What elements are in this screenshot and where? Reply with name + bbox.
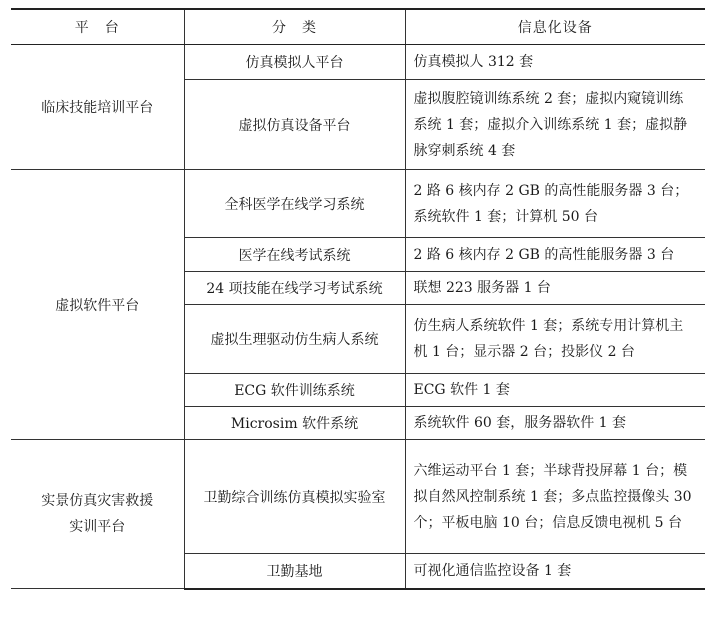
equipment-cell: 仿生病人系统软件 1 套；系统专用计算机主机 1 台；显示器 2 台；投影仪 2 台 — [405, 305, 705, 374]
equipment-cell: 仿真模拟人 312 套 — [405, 45, 705, 80]
category-cell: 卫勤基地 — [184, 554, 405, 589]
platform-name-line-1: 实景仿真灾害救援 — [41, 493, 154, 509]
equipment-cell: ECG 软件 1 套 — [405, 374, 705, 407]
table-header-row — [11, 9, 705, 45]
platform-cell: 临床技能培训平台 — [11, 45, 184, 170]
category-cell: 医学在线考试系统 — [184, 238, 405, 272]
platform-cell — [11, 440, 184, 589]
equipment-table — [11, 8, 705, 590]
equipment-cell: 2 路 6 核内存 2 GB 的高性能服务器 3 台 — [405, 238, 705, 272]
table-row — [11, 45, 705, 80]
category-cell: 全科医学在线学习系统 — [184, 170, 405, 238]
platform-cell: 虚拟软件平台 — [11, 170, 184, 440]
category-cell: 仿真模拟人平台 — [184, 45, 405, 80]
header-platform: 平 台 — [11, 9, 184, 45]
category-cell: 24 项技能在线学习考试系统 — [184, 272, 405, 305]
equipment-cell: 虚拟腹腔镜训练系统 2 套；虚拟内窥镜训练系统 1 套；虚拟介入训练系统 1 套；虚拟静脉穿刺系统 4 套 — [405, 80, 705, 170]
table-row — [11, 170, 705, 238]
equipment-cell: 2 路 6 核内存 2 GB 的高性能服务器 3 台；系统软件 1 套；计算机 50 台 — [405, 170, 705, 238]
equipment-cell: 联想 223 服务器 1 台 — [405, 272, 705, 305]
equipment-cell: 六维运动平台 1 套；半球背投屏幕 1 台；模拟自然风控制系统 1 套；多点监控摄像头 30 个；平板电脑 10 台；信息反馈电视机 5 台 — [405, 440, 705, 554]
equipment-cell: 可视化通信监控设备 1 套 — [405, 554, 705, 589]
category-cell: 虚拟生理驱动仿生病人系统 — [184, 305, 405, 374]
category-cell: 虚拟仿真设备平台 — [184, 80, 405, 170]
category-cell: ECG 软件训练系统 — [184, 374, 405, 407]
table-row — [11, 440, 705, 554]
category-cell: 卫勤综合训练仿真模拟实验室 — [184, 440, 405, 554]
header-category: 分 类 — [184, 9, 405, 45]
category-cell: Microsim 软件系统 — [184, 407, 405, 440]
header-equipment: 信息化设备 — [405, 9, 705, 45]
platform-name-line-2: 实训平台 — [69, 519, 126, 535]
equipment-cell: 系统软件 60 套，服务器软件 1 套 — [405, 407, 705, 440]
